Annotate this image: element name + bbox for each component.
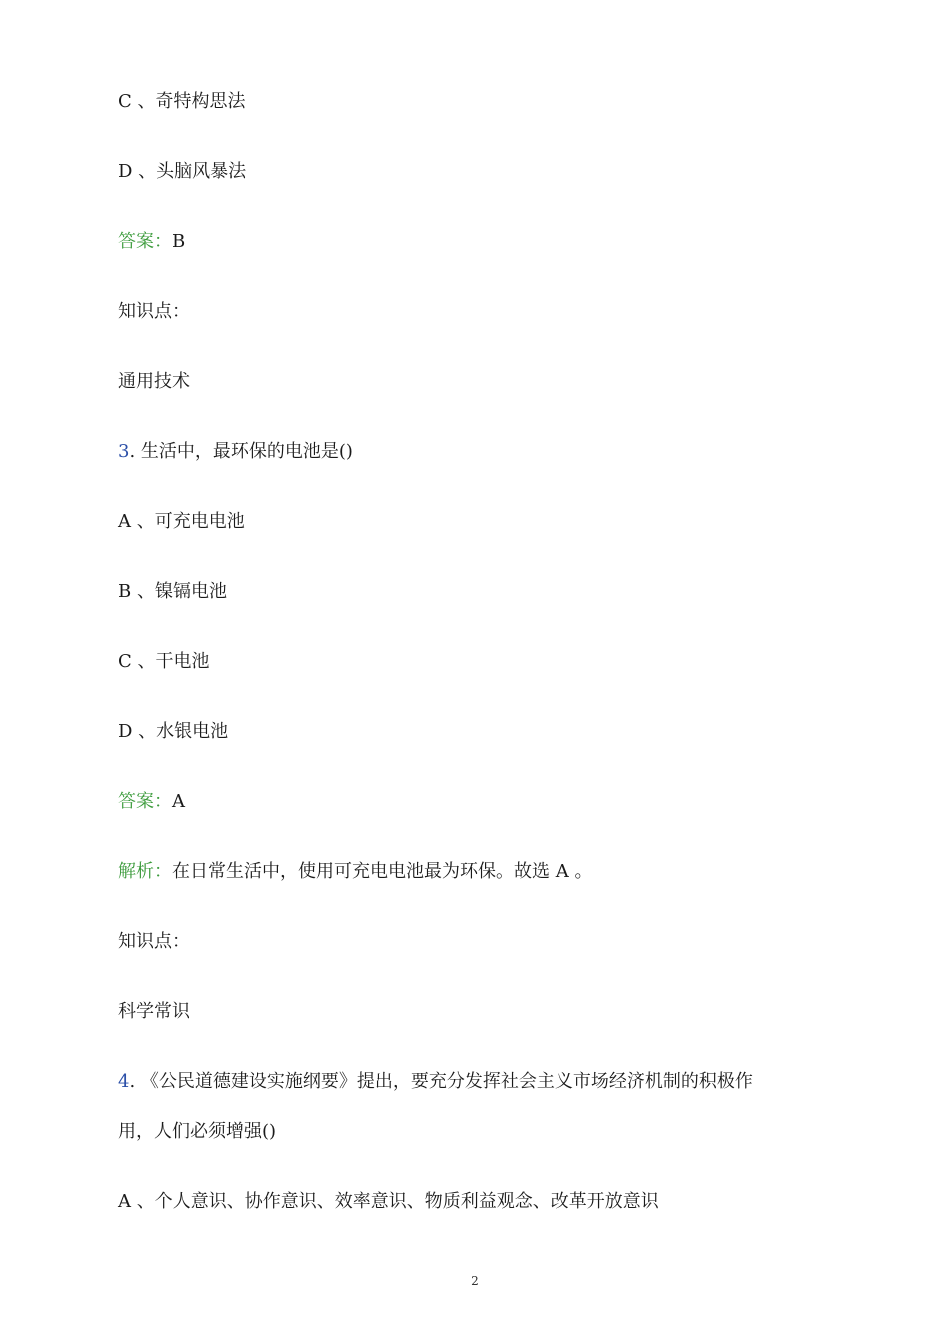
q3-question xyxy=(118,440,353,464)
q3-option-c: C 、干电池 xyxy=(118,651,210,672)
q2-answer xyxy=(118,230,185,254)
answer-value: B xyxy=(172,231,186,252)
page-number: 2 xyxy=(471,1274,479,1288)
question-number: 4 xyxy=(118,1071,130,1092)
answer-value: A xyxy=(172,791,185,812)
q2-option-c: C 、奇特构思法 xyxy=(118,91,246,112)
q4-question-line1 xyxy=(118,1070,753,1094)
q3-option-d: D 、水银电池 xyxy=(118,721,229,742)
question-text: . 《公民道德建设实施纲要》提出，要充分发挥社会主义市场经济机制的积极作 xyxy=(129,1071,753,1092)
q4-option-a: A 、个人意识、协作意识、效率意识、物质利益观念、改革开放意识 xyxy=(118,1191,659,1212)
question-number: 3 xyxy=(118,441,130,462)
q4-question-line2: 用，人们必须增强() xyxy=(118,1121,277,1142)
q3-option-a: A 、可充电电池 xyxy=(118,511,245,532)
q2-option-d: D 、头脑风暴法 xyxy=(118,161,247,182)
analysis-text: 在日常生活中，使用可充电电池最为环保。故选 A 。 xyxy=(172,861,593,882)
q3-knowledge-label: 知识点： xyxy=(118,931,190,952)
answer-label: 答案： xyxy=(118,791,172,812)
q2-knowledge-label: 知识点： xyxy=(118,301,190,322)
analysis-label: 解析： xyxy=(118,861,172,882)
answer-label: 答案： xyxy=(118,231,172,252)
q3-option-b: B 、镍镉电池 xyxy=(118,581,227,602)
q2-knowledge-value: 通用技术 xyxy=(118,371,190,392)
q3-analysis xyxy=(118,860,592,884)
question-text: . 生活中，最环保的电池是() xyxy=(129,441,353,462)
q3-answer xyxy=(118,790,185,814)
q3-knowledge-value: 科学常识 xyxy=(118,1001,190,1022)
